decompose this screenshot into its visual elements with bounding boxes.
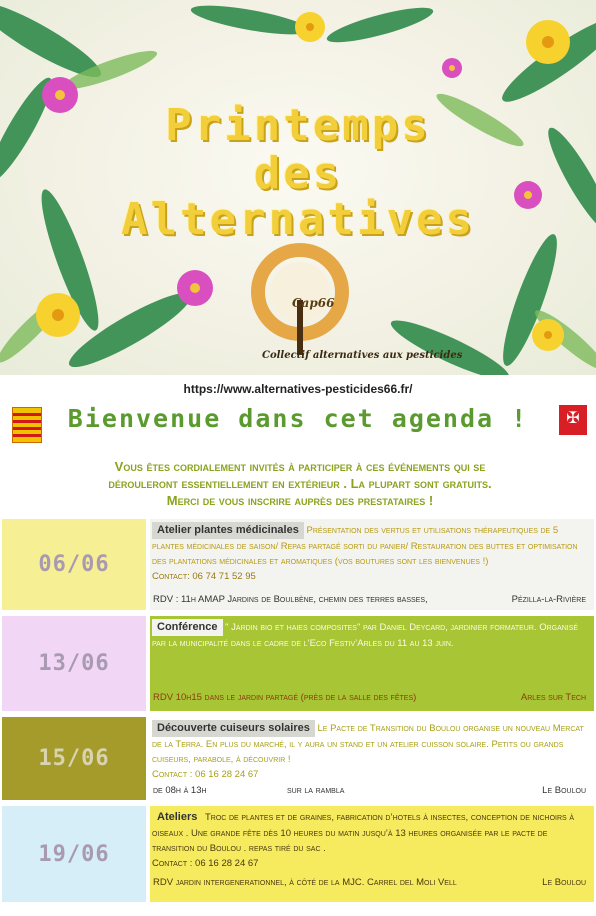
event-rdv: RDV 10h15 dans le jardin partagé (près de la salle des fêtes) bbox=[153, 692, 417, 703]
event-content bbox=[150, 717, 594, 800]
event-rdv: RDV : 11h AMAP Jardins de Boulbène, chemin des terres basses, bbox=[153, 594, 428, 605]
event-place: Le Boulou bbox=[542, 785, 586, 796]
event-rdv: RDV jardin intergenerationnel, à côté de la MJC. Carrel del Moli Vell bbox=[153, 877, 457, 888]
cap66-logo-text: Cap66 bbox=[292, 296, 335, 310]
event-place: Le Boulou bbox=[542, 877, 586, 888]
welcome-heading: Bienvenue dans cet agenda ! bbox=[67, 404, 529, 433]
event-date: 13/06 bbox=[2, 616, 146, 711]
event-contact: Contact : 06 16 28 24 67 bbox=[152, 769, 259, 780]
event-place: Pézilla-la-Rivière bbox=[511, 594, 586, 605]
title-line-2: des bbox=[253, 148, 343, 199]
banner bbox=[0, 0, 596, 375]
event-type-tag: Ateliers bbox=[157, 811, 198, 823]
event-date: 19/06 bbox=[2, 806, 146, 902]
event-type-tag: Découverte cuiseurs solaires bbox=[152, 720, 315, 737]
region-cross-icon: ✠ bbox=[559, 405, 587, 435]
intro-line-3: Merci de vous inscrire auprès des prestataires ! bbox=[166, 493, 434, 508]
event-contact: Contact : 06 16 28 24 67 bbox=[152, 858, 259, 869]
event-type-tag: Atelier plantes médicinales bbox=[152, 522, 304, 539]
intro-line-2: dérouleront essentiellement en extérieur . La plupart sont gratuits. bbox=[108, 476, 492, 491]
event-row bbox=[0, 717, 596, 800]
event-row bbox=[0, 806, 596, 902]
event-rdv: de 08h à 13h bbox=[153, 785, 207, 796]
event-description: Le Pacte de Transition du Boulou organise un nouveau Mercat de la Terra. En plus du marché, il y aura un stand et un atelier cuisson solaire. Petits ou grands cuiseurs, parabole, à découvrir ! bbox=[152, 723, 584, 765]
event-contact: Contact: 06 74 71 52 95 bbox=[152, 571, 256, 582]
event-row bbox=[0, 519, 596, 610]
event-description: Troc de plantes et de graines, fabrication d’hotels à insectes, conception de nichoirs à oiseaux . Une grande fête dès 10 heures du matin jusqu’à 13 heures organisée par le pacte de transition du Boulou . repas tiré du sac . bbox=[152, 812, 575, 854]
intro-text bbox=[40, 458, 560, 509]
title-line-1: Printemps bbox=[165, 100, 431, 151]
event-place: Arles sur Tech bbox=[520, 692, 586, 703]
event-type-tag: Conférence bbox=[152, 619, 223, 636]
event-date: 15/06 bbox=[2, 717, 146, 800]
event-description: " Jardin bio et haies composites" par Daniel Deycard, jardinier formateur. Organisé par la municipalité dans le cadre de l’Eco Festiv’Arles du 11 au 13 juin. bbox=[152, 622, 579, 649]
event-description: Présentation des vertus et utilisations thérapeutiques de 5 plantes médicinales de saison/ Repas partagé sorti du panier/ Restauration des buttes et optimisation des plantations médicinales et aromatiques (vos boutures sont les bienvenues !) bbox=[152, 525, 578, 567]
event-date: 06/06 bbox=[2, 519, 146, 610]
collective-logo-text: Collectif alternatives aux pesticides bbox=[262, 350, 463, 361]
website-link[interactable]: https://www.alternatives-pesticides66.fr/ bbox=[183, 382, 413, 396]
title-line-3: Alternatives bbox=[121, 194, 475, 245]
event-row bbox=[0, 616, 596, 711]
event-rdv-location: sur la rambla bbox=[287, 785, 345, 796]
intro-line-1: Vous êtes cordialement invités à participer à ces événements qui se bbox=[114, 459, 486, 474]
